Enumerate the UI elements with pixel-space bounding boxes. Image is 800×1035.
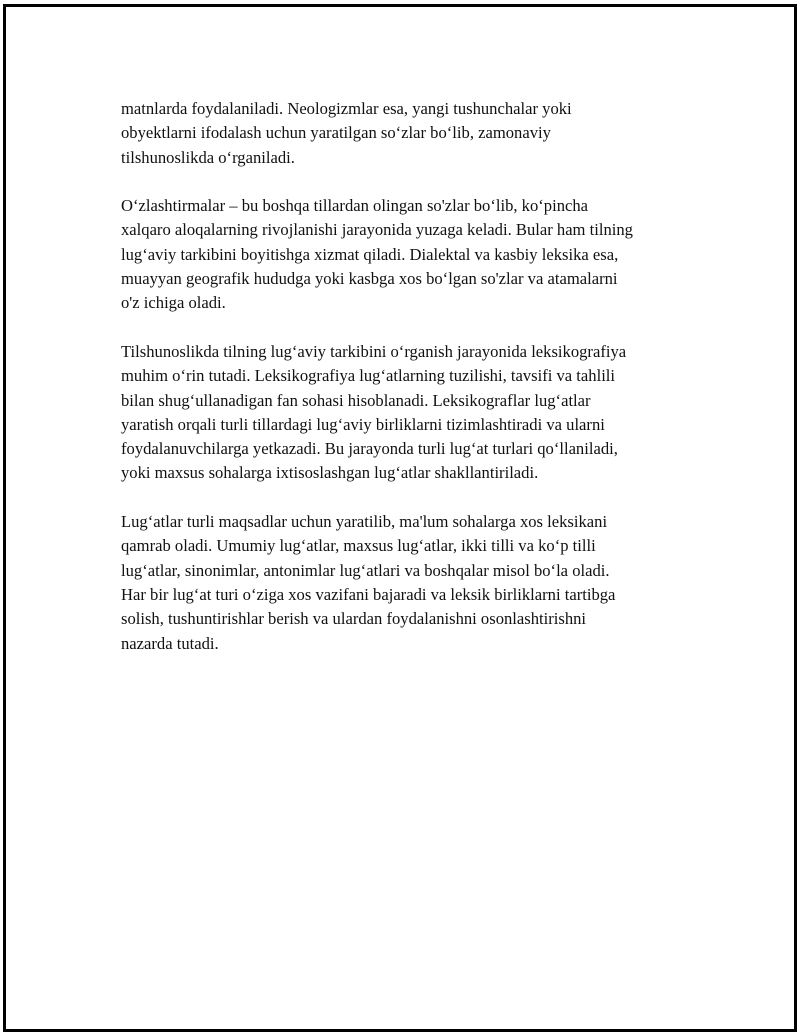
text-line: obyektlarni ifodalash uchun yaratilgan so‘zlar bo‘lib, zamonaviy <box>121 123 551 143</box>
text-line: nazarda tutadi. <box>121 633 219 653</box>
text-line: yoki maxsus sohalarga ixtisoslashgan lug‘atlar shakllantiriladi. <box>121 463 539 483</box>
paragraph-4 <box>121 510 711 656</box>
text-line: muhim o‘rin tutadi. Leksikografiya lug‘atlarning tuzilishi, tavsifi va tahlili <box>121 366 616 386</box>
text-line: O‘zlashtirmalar – bu boshqa tillardan olingan so'zlar bo‘lib, ko‘pincha <box>121 196 589 216</box>
text-line: muayyan geografik hududga yoki kasbga xos bo‘lgan so'zlar va atamalarni <box>121 269 618 289</box>
paragraph-2 <box>121 194 711 315</box>
text-line: Har bir lug‘at turi o‘ziga xos vazifani bajaradi va leksik birliklarni tartibga <box>121 584 616 604</box>
text-line: matnlarda foydalaniladi. Neologizmlar esa, yangi tushunchalar yoki <box>121 99 572 118</box>
text-line: lug‘atlar, sinonimlar, antonimlar lug‘atlari va boshqalar misol bo‘la oladi. <box>121 560 610 580</box>
text-line: bilan shug‘ullanadigan fan sohasi hisoblanadi. Leksikograflar lug‘atlar <box>121 390 591 410</box>
text-line: tilshunoslikda o‘rganiladi. <box>121 147 295 167</box>
text-line: yaratish orqali turli tillardagi lug‘aviy birliklarni tizimlashtiradi va ularni <box>121 414 605 434</box>
text-line: lug‘aviy tarkibini boyitishga xizmat qiladi. Dialektal va kasbiy leksika esa, <box>121 244 619 264</box>
paragraph-3 <box>121 340 711 486</box>
text-line: foydalanuvchilarga yetkazadi. Bu jarayonda turli lug‘at turlari qo‘llaniladi, <box>121 439 618 459</box>
paragraph-1 <box>121 97 711 170</box>
document-page <box>3 4 797 1032</box>
text-line: Lug‘atlar turli maqsadlar uchun yaratilib, ma'lum sohalarga xos leksikani <box>121 512 608 532</box>
text-line: qamrab oladi. Umumiy lug‘atlar, maxsus lug‘atlar, ikki tilli va ko‘p tilli <box>121 536 596 556</box>
text-line: xalqaro aloqalarning rivojlanishi jarayonida yuzaga keladi. Bular ham tilning <box>121 220 633 240</box>
text-line: Tilshunoslikda tilning lug‘aviy tarkibini o‘rganish jarayonida leksikografiya <box>121 341 627 361</box>
document-body <box>121 97 711 680</box>
text-line: solish, tushuntirishlar berish va ulardan foydalanishni osonlashtirishni <box>121 609 587 629</box>
text-line: o'z ichiga oladi. <box>121 293 226 313</box>
